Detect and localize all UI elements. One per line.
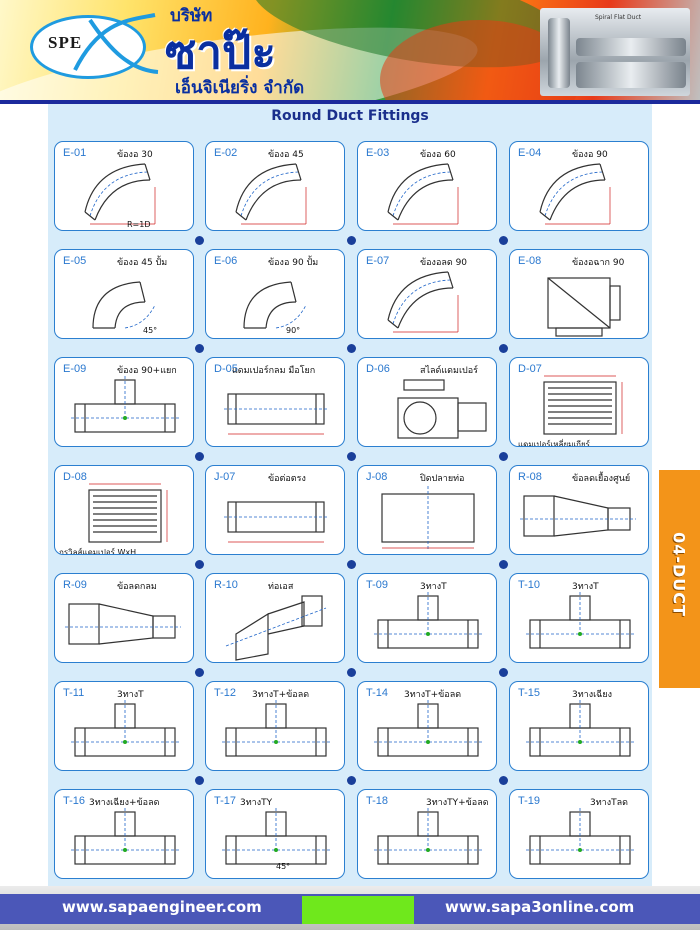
fitting-name: ข้อต่อตรง (268, 474, 306, 484)
fitting-card (509, 141, 649, 231)
fitting-code: T-15 (518, 687, 541, 699)
fitting-code: T-12 (214, 687, 237, 699)
fitting-name: ข้องอ 45 ปั้ม (117, 258, 168, 268)
fitting-code: R-09 (63, 579, 87, 591)
fitting-card (205, 357, 345, 447)
grid-dot (195, 344, 204, 353)
fitting-code: E-09 (63, 363, 87, 375)
fitting-code: T-16 (63, 795, 86, 807)
grid-dot (347, 776, 356, 785)
fitting-name: ข้องอ 30 (117, 150, 153, 160)
fitting-name: 3ทางTY+ข้อลด (426, 798, 489, 808)
fitting-code: E-01 (63, 147, 87, 159)
fitting-name: ข้องอ 60 (420, 150, 456, 160)
fitting-code: E-07 (366, 255, 390, 267)
fitting-card (357, 249, 497, 339)
fitting-name: ข้องอ 90+แยก (117, 366, 177, 376)
fitting-name: สไลด์แดมเปอร์ (420, 366, 478, 376)
fitting-name: 3ทางT (572, 582, 599, 592)
fitting-name: 3ทางT (117, 690, 144, 700)
website-link-right[interactable]: www.sapa3online.com (445, 898, 635, 916)
fitting-card (357, 357, 497, 447)
grid-dot (195, 560, 204, 569)
fitting-name: 3ทางT+ข้อลด (404, 690, 462, 700)
fitting-code: T-17 (214, 795, 237, 807)
grid-dot (499, 344, 508, 353)
fitting-code: T-19 (518, 795, 541, 807)
grid-dot (499, 452, 508, 461)
fitting-name: 3ทางTY (240, 798, 273, 808)
fitting-code: J-07 (214, 471, 236, 483)
fitting-code: E-02 (214, 147, 238, 159)
fitting-code: D-05 (214, 363, 238, 375)
grid-dot (347, 236, 356, 245)
section-tab (659, 470, 700, 688)
header-banner (0, 0, 700, 100)
fitting-card (205, 249, 345, 339)
fitting-card (357, 465, 497, 555)
fitting-caption: 90° (286, 326, 301, 335)
grid-dot (195, 452, 204, 461)
fitting-card (54, 465, 194, 555)
brand-prefix: บริษัท (170, 6, 213, 26)
fitting-card (205, 789, 345, 879)
fitting-code: E-04 (518, 147, 542, 159)
fitting-card (509, 357, 649, 447)
fitting-code: E-08 (518, 255, 542, 267)
fitting-card (357, 141, 497, 231)
grid-dot (347, 452, 356, 461)
fitting-code: E-03 (366, 147, 390, 159)
fitting-caption: R=1D (127, 220, 151, 229)
grid-dot (499, 560, 508, 569)
fitting-code: J-08 (366, 471, 388, 483)
logo-text: SPE (48, 33, 83, 52)
brand-subtitle: เอ็นจิเนียริ่ง จำกัด (175, 78, 305, 98)
fitting-card (357, 681, 497, 771)
fitting-name: ข้องอ 90 ปั้ม (268, 258, 319, 268)
fitting-name: ข้อลดกลม (117, 582, 157, 592)
fitting-card (205, 465, 345, 555)
fitting-name: ข้อลดเยื้องศูนย์ (572, 474, 631, 484)
fitting-caption: 45° (276, 862, 291, 871)
fitting-card (509, 789, 649, 879)
fitting-caption: แดมเปอร์เหลี่ยมเกียร์ (518, 440, 590, 447)
fitting-card (357, 573, 497, 663)
fitting-code: D-08 (63, 471, 87, 483)
fitting-name: แดมเปอร์กลม มือโยก (232, 366, 316, 376)
fitting-caption: กรวิลส์แดมเปอร์ WxH (59, 548, 137, 555)
fitting-card (54, 573, 194, 663)
grid-dot (195, 776, 204, 785)
grid-dot (347, 668, 356, 677)
fitting-card (205, 141, 345, 231)
fitting-code: E-06 (214, 255, 238, 267)
fitting-code: T-14 (366, 687, 389, 699)
fitting-name: ข้องอ 90 (572, 150, 608, 160)
fitting-card (205, 681, 345, 771)
grid-dot (195, 668, 204, 677)
fitting-name: 3ทางT+ข้อลด (252, 690, 310, 700)
fitting-name: ข้องอฉาก 90 (572, 258, 625, 268)
fitting-card (509, 465, 649, 555)
fitting-card (509, 681, 649, 771)
grid-dot (195, 236, 204, 245)
fitting-code: T-09 (366, 579, 389, 591)
fitting-code: R-10 (214, 579, 238, 591)
fitting-card (357, 789, 497, 879)
fitting-code: T-11 (63, 687, 85, 699)
fitting-name: ข้องอ 45 (268, 150, 304, 160)
fitting-code: E-05 (63, 255, 87, 267)
fitting-code: T-18 (366, 795, 389, 807)
fitting-caption: 45° (143, 326, 158, 335)
fitting-code: D-06 (366, 363, 390, 375)
fitting-card (54, 681, 194, 771)
fitting-name: 3ทางเฉียง+ข้อลด (89, 798, 160, 808)
fitting-name: 3ทางT (420, 582, 447, 592)
fitting-card (54, 789, 194, 879)
website-link-left[interactable]: www.sapaengineer.com (62, 898, 262, 916)
fitting-name: ท่อเอส (268, 582, 294, 592)
grid-dot (347, 560, 356, 569)
fitting-code: D-07 (518, 363, 542, 375)
page-title: Round Duct Fittings (271, 108, 429, 124)
fitting-name: 3ทางเฉียง (572, 690, 612, 700)
grid-dot (499, 668, 508, 677)
photo-label: Spiral Flat Duct (595, 14, 642, 21)
grid-dot (499, 776, 508, 785)
fitting-name: 3ทางTลด (590, 798, 628, 808)
fitting-card (54, 249, 194, 339)
fitting-name: ข้องอลด 90 (420, 258, 468, 268)
logo-swoosh-icon (70, 10, 160, 80)
fitting-card (205, 573, 345, 663)
fitting-code: R-08 (518, 471, 542, 483)
fitting-card (54, 357, 194, 447)
footer (0, 886, 700, 930)
fitting-card (54, 141, 194, 231)
fitting-card (509, 249, 649, 339)
fitting-name: ปิดปลายท่อ (420, 474, 465, 484)
footer-green-box (302, 896, 414, 924)
section-tab-label: 04-DUCT (669, 532, 689, 617)
brand-name: ซาป๊ะ (165, 25, 276, 79)
fitting-code: T-10 (518, 579, 541, 591)
fitting-card (509, 573, 649, 663)
duct-photo (540, 8, 690, 96)
grid-dot (347, 344, 356, 353)
grid-dot (499, 236, 508, 245)
